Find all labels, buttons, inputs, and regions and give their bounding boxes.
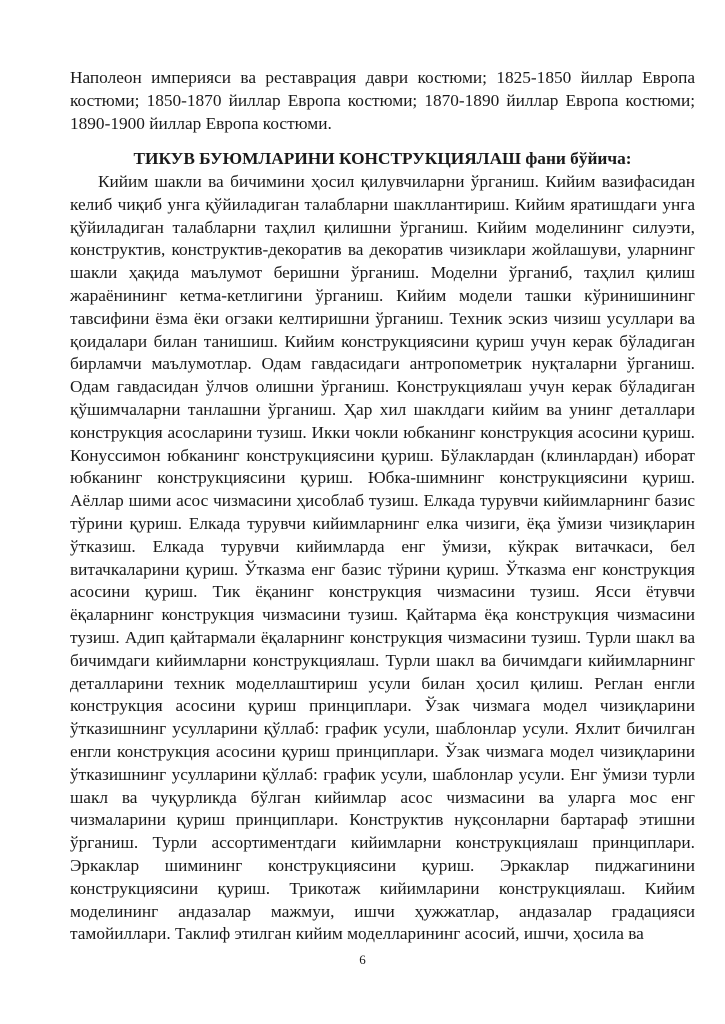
- intro-paragraph: Наполеон империяси ва реставрация даври костюми; 1825-1850 йиллар Европа костюми; 1850-1870 йиллар Европа костюми; 1870-1890 йиллар Европа костюми; 1890-1900 йиллар Европа костюми.: [70, 68, 695, 133]
- section-heading: ТИКУВ БУЮМЛАРИНИ КОНСТРУКЦИЯЛАШ фани бўйича:: [133, 149, 632, 168]
- page-number: 6: [359, 952, 366, 967]
- body-paragraph: Кийим шакли ва бичимини ҳосил қилувчиларни ўрганиш. Кийим вазифасидан келиб чиқиб унга қўйиладиган талабларни шакллантириш. Кийим яратишдаги унга қўйиладиган талабларни таҳлил қилишни ўрганиш. Кийим моделининг силуэти, конструктив, конструктив-декоратив ва декоратив чизиклари жойлашуви, уларнинг шакли ҳақида маълумот беришни ўрганиш. Моделни ўрганиб, таҳлил қилиш жараёнининг кетма-кетлигини ўрганиш. Кийим модели ташки кўринишининг тавсифини ёзма ёки огзаки келтиришни ўрганиш. Техник эскиз чизиш усуллари ва қоидалари билан танишиш. Кийим конструкциясини қуриш учун керак бўладиган бирламчи маълумотлар. Одам гавдасидаги антропометрик нуқталарни ўрганиш. Одам гавдасидан ўлчов олишни ўрганиш. Конструкциялаш учун керак бўладиган қўшимчаларни танлашни ўрганиш. Ҳар хил шаклдаги кийим ва унинг деталлари конструкция асосларини тузиш. Икки чокли юбканинг конструкция асосини қуриш. Конуссимон юбканинг конструкциясини қуриш. Бўлаклардан (клинлардан) иборат юбканинг конструкциясини қуриш. Юбка-шимнинг конструкциясини қуриш. Аёллар шими асос чизмасини ҳисоблаб тузиш. Елкада турувчи кийимларнинг базис тўрини қуриш. Елкада турувчи кийимларнинг елка чизиги, ёқа ўмизи чизиқларин ўтказиш. Елкада турувчи кийимларда енг ўмизи, кўкрак витачкаси, бел витачкаларини қуриш. Ўтказма енг базис тўрини қуриш. Ўтказма енг конструкция асосини қуриш. Тик ёқанинг конструкция чизмасини тузиш. Ясси ётувчи ёқаларнинг конструкция чизмасини тузиш. Қайтарма ёқа конструкция чизмасини тузиш. Адип қайтармали ёқаларнинг конструкция чизмасини тузиш. Турли шакл ва бичимдаги кийимларни конструкциялаш. Турли шакл ва бичимдаги кийимларнинг деталларини техник моделлаштириш усули билан ҳосил қилиш. Реглан енгли конструкция асосини қуриш принциплари. Ўзак чизмага модел чизиқларини ўтказишнинг усулларини қўллаб: график усули, шаблонлар усули. Яхлит бичилган енгли конструкция асосини қуриш принциплари. Ўзак чизмага модел чизиқларини ўтказишнинг усулларини қўллаб: график усули, шаблонлар усули. Енг ўмизи турли шакл ва чуқурликда бўлган кийимлар асос чизмасини ва уларга мос енг чизмаларини қуриш принциплари. Конструктив нуқсонларни бартараф этишни ўрганиш. Турли ассортиментдаги кийимларни конструкциялаш принциплари. Эркаклар шимининг конструкциясини қуриш. Эркаклар пиджагинини конструкциясини қуриш. Трикотаж кийимларини конструкциялаш. Кийим моделининг андазалар мажмуи, ишчи ҳужжатлар, андазалар градацияси тамойиллари. Таклиф этилган кийим моделларининг асосий, ишчи, ҳосила ва: [70, 172, 695, 944]
